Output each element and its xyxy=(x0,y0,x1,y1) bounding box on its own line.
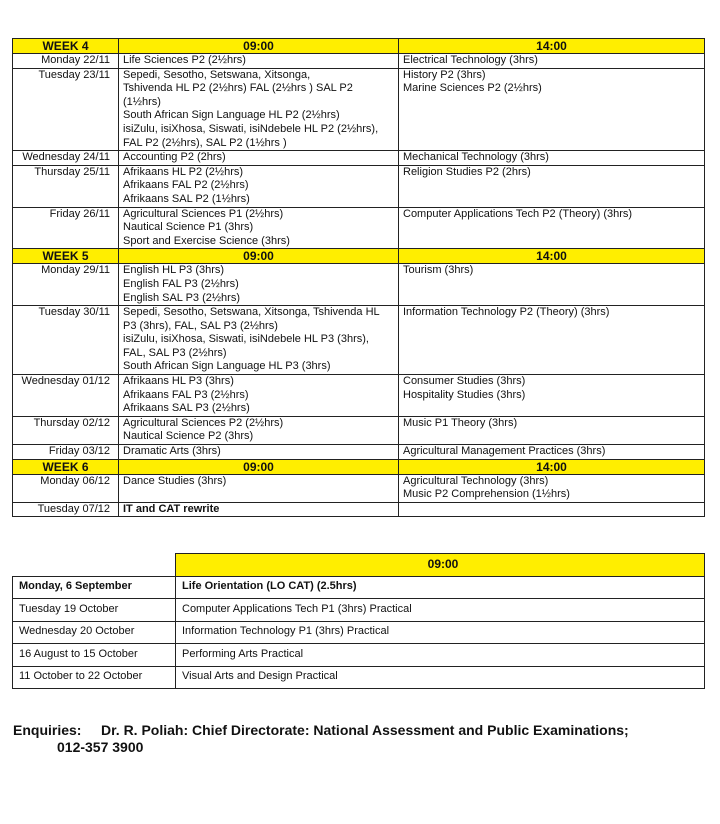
afternoon-exam-entry: Agricultural Management Practices (3hrs) xyxy=(403,445,606,458)
morning-exam-entry: Nautical Science P2 (3hrs) xyxy=(123,430,254,443)
exam-subject: Computer Applications Tech P1 (3hrs) Practical xyxy=(176,599,705,622)
morning-exam-entry: isiZulu, isiXhosa, Siswati, isiNdebele HL P2 (2½hrs), xyxy=(123,122,379,135)
morning-exam-entry: Sport and Exercise Science (3hrs) xyxy=(123,234,290,247)
afternoon-session-cell xyxy=(399,165,705,207)
morning-exam-entry: FAL P2 (2½hrs), SAL P2 (1½hrs ) xyxy=(123,136,287,149)
table-row xyxy=(13,576,705,599)
week-label: WEEK 5 xyxy=(13,249,119,264)
week-header-row xyxy=(13,249,705,264)
exam-day: Thursday 02/12 xyxy=(13,416,119,444)
morning-exam-entry: Afrikaans SAL P2 (1½hrs) xyxy=(123,192,250,205)
morning-exam-entry: Agricultural Sciences P2 (2½hrs) xyxy=(123,416,284,429)
exam-day: Wednesday 01/12 xyxy=(13,375,119,417)
table-row xyxy=(13,165,705,207)
morning-exam-entry: Dramatic Arts (3hrs) xyxy=(123,445,221,458)
afternoon-session-cell xyxy=(399,207,705,249)
enquiries xyxy=(13,722,629,756)
exam-subject: Performing Arts Practical xyxy=(176,644,705,667)
afternoon-exam-entry: Mechanical Technology (3hrs) xyxy=(403,151,549,164)
table-row xyxy=(13,54,705,69)
morning-session-cell xyxy=(119,445,399,460)
table-row xyxy=(13,666,705,689)
afternoon-exam-entry: Consumer Studies (3hrs) xyxy=(403,375,526,388)
afternoon-exam-entry: Information Technology P2 (Theory) (3hrs) xyxy=(403,306,610,319)
morning-session-cell xyxy=(119,151,399,166)
morning-time: 09:00 xyxy=(119,459,399,474)
table-row xyxy=(13,644,705,667)
header-blank-cell xyxy=(13,554,176,577)
enquiries-phone: 012-357 3900 xyxy=(57,739,144,755)
afternoon-session-cell xyxy=(399,54,705,69)
exam-date: Tuesday 19 October xyxy=(13,599,176,622)
morning-session-cell xyxy=(119,474,399,502)
morning-session-cell xyxy=(119,264,399,306)
afternoon-session-cell xyxy=(399,264,705,306)
morning-exam-entry: (1½hrs) xyxy=(123,95,161,108)
afternoon-exam-entry: Tourism (3hrs) xyxy=(403,264,474,277)
morning-exam-entry: Afrikaans FAL P3 (2½hrs) xyxy=(123,388,249,401)
afternoon-session-cell xyxy=(399,151,705,166)
morning-time: 09:00 xyxy=(119,39,399,54)
morning-exam-entry: Agricultural Sciences P1 (2½hrs) xyxy=(123,207,284,220)
enquiries-label: Enquiries: xyxy=(13,722,82,738)
exam-day: Monday 29/11 xyxy=(13,264,119,306)
morning-exam-entry: Dance Studies (3hrs) xyxy=(123,474,227,487)
afternoon-exam-entry: Computer Applications Tech P2 (Theory) (3hrs) xyxy=(403,207,633,220)
afternoon-exam-entry: Electrical Technology (3hrs) xyxy=(403,54,538,66)
table-row xyxy=(13,621,705,644)
exam-subject: Life Orientation (LO CAT) (2.5hrs) xyxy=(176,576,705,599)
morning-exam-entry: Sepedi, Sesotho, Setswana, Xitsonga, xyxy=(123,68,311,81)
exam-day: Friday 03/12 xyxy=(13,445,119,460)
week-label: WEEK 6 xyxy=(13,459,119,474)
afternoon-session-cell xyxy=(399,502,705,517)
morning-time: 09:00 xyxy=(119,249,399,264)
exam-subject: Information Technology P1 (3hrs) Practical xyxy=(176,621,705,644)
afternoon-exam-entry: History P2 (3hrs) xyxy=(403,68,486,81)
afternoon-session-cell xyxy=(399,68,705,151)
afternoon-exam-entry: Music P1 Theory (3hrs) xyxy=(403,416,518,429)
morning-session-cell xyxy=(119,502,399,517)
afternoon-session-cell xyxy=(399,474,705,502)
morning-session-cell xyxy=(119,207,399,249)
week-label: WEEK 4 xyxy=(13,39,119,54)
exam-timetable xyxy=(12,38,705,517)
exam-day: Thursday 25/11 xyxy=(13,165,119,207)
table-row xyxy=(13,445,705,460)
afternoon-exam-entry: Religion Studies P2 (2hrs) xyxy=(403,165,531,178)
table-row xyxy=(13,416,705,444)
morning-exam-entry: P3 (3hrs), FAL, SAL P3 (2½hrs) xyxy=(123,319,278,332)
morning-session-cell xyxy=(119,165,399,207)
morning-session-cell xyxy=(119,68,399,151)
table-row xyxy=(13,375,705,417)
exam-day: Tuesday 07/12 xyxy=(13,502,119,517)
afternoon-exam-entry: Marine Sciences P2 (2½hrs) xyxy=(403,82,542,95)
exam-date: 11 October to 22 October xyxy=(13,666,176,689)
table-row xyxy=(13,151,705,166)
exam-date: 16 August to 15 October xyxy=(13,644,176,667)
morning-exam-entry: Sepedi, Sesotho, Setswana, Xitsonga, Tshivenda HL xyxy=(123,306,380,319)
week-header-row xyxy=(13,459,705,474)
afternoon-time: 14:00 xyxy=(399,249,705,264)
morning-exam-entry: Accounting P2 (2hrs) xyxy=(123,151,226,164)
additional-exams-time: 09:00 xyxy=(176,554,705,577)
morning-session-cell xyxy=(119,416,399,444)
afternoon-exam-entry: Hospitality Studies (3hrs) xyxy=(403,388,526,401)
table-row xyxy=(13,474,705,502)
morning-exam-entry: Tshivenda HL P2 (2½hrs) FAL (2½hrs ) SAL P2 xyxy=(123,82,353,95)
morning-exam-entry: FAL, SAL P3 (2½hrs) xyxy=(123,346,227,359)
afternoon-session-cell xyxy=(399,416,705,444)
table-row xyxy=(13,502,705,517)
morning-exam-entry: Afrikaans HL P2 (2½hrs) xyxy=(123,165,244,178)
morning-exam-entry: Life Sciences P2 (2½hrs) xyxy=(123,54,246,66)
morning-exam-entry: South African Sign Language HL P3 (3hrs) xyxy=(123,360,331,373)
afternoon-time: 14:00 xyxy=(399,39,705,54)
exam-day: Tuesday 23/11 xyxy=(13,68,119,151)
enquiries-contact: Dr. R. Poliah: Chief Directorate: National Assessment and Public Examinations; xyxy=(101,722,629,738)
exam-day: Monday 06/12 xyxy=(13,474,119,502)
exam-subject: Visual Arts and Design Practical xyxy=(176,666,705,689)
afternoon-exam-entry: Agricultural Technology (3hrs) xyxy=(403,474,549,487)
morning-exam-entry: Afrikaans SAL P3 (2½hrs) xyxy=(123,402,250,415)
morning-session-cell xyxy=(119,375,399,417)
morning-exam-entry: English HL P3 (3hrs) xyxy=(123,264,225,277)
afternoon-session-cell xyxy=(399,375,705,417)
afternoon-exam-entry: Music P2 Comprehension (1½hrs) xyxy=(403,488,570,501)
table-row xyxy=(13,264,705,306)
additional-exams-table xyxy=(12,553,705,689)
week-header-row xyxy=(13,39,705,54)
table-row xyxy=(13,599,705,622)
afternoon-session-cell xyxy=(399,306,705,375)
afternoon-time: 14:00 xyxy=(399,459,705,474)
exam-day: Friday 26/11 xyxy=(13,207,119,249)
exam-day: Tuesday 30/11 xyxy=(13,306,119,375)
table-row xyxy=(13,68,705,151)
additional-exams-header xyxy=(13,554,705,577)
exam-date: Wednesday 20 October xyxy=(13,621,176,644)
exam-day: Wednesday 24/11 xyxy=(13,151,119,166)
exam-date: Monday, 6 September xyxy=(13,576,176,599)
morning-exam-entry: isiZulu, isiXhosa, Siswati, isiNdebele HL P3 (3hrs), xyxy=(123,333,369,346)
exam-day: Monday 22/11 xyxy=(13,54,119,69)
table-row xyxy=(13,306,705,375)
afternoon-session-cell xyxy=(399,445,705,460)
table-row xyxy=(13,207,705,249)
morning-exam-entry: English SAL P3 (2½hrs) xyxy=(123,291,240,304)
morning-exam-entry: Nautical Science P1 (3hrs) xyxy=(123,221,254,234)
morning-exam-entry: South African Sign Language HL P2 (2½hrs) xyxy=(123,109,340,122)
morning-exam-entry: English FAL P3 (2½hrs) xyxy=(123,277,239,290)
morning-exam-entry: Afrikaans HL P3 (3hrs) xyxy=(123,375,234,388)
morning-exam-entry: Afrikaans FAL P2 (2½hrs) xyxy=(123,179,249,192)
morning-session-cell xyxy=(119,54,399,69)
morning-session-cell xyxy=(119,306,399,375)
morning-exam-entry: IT and CAT rewrite xyxy=(123,502,220,515)
